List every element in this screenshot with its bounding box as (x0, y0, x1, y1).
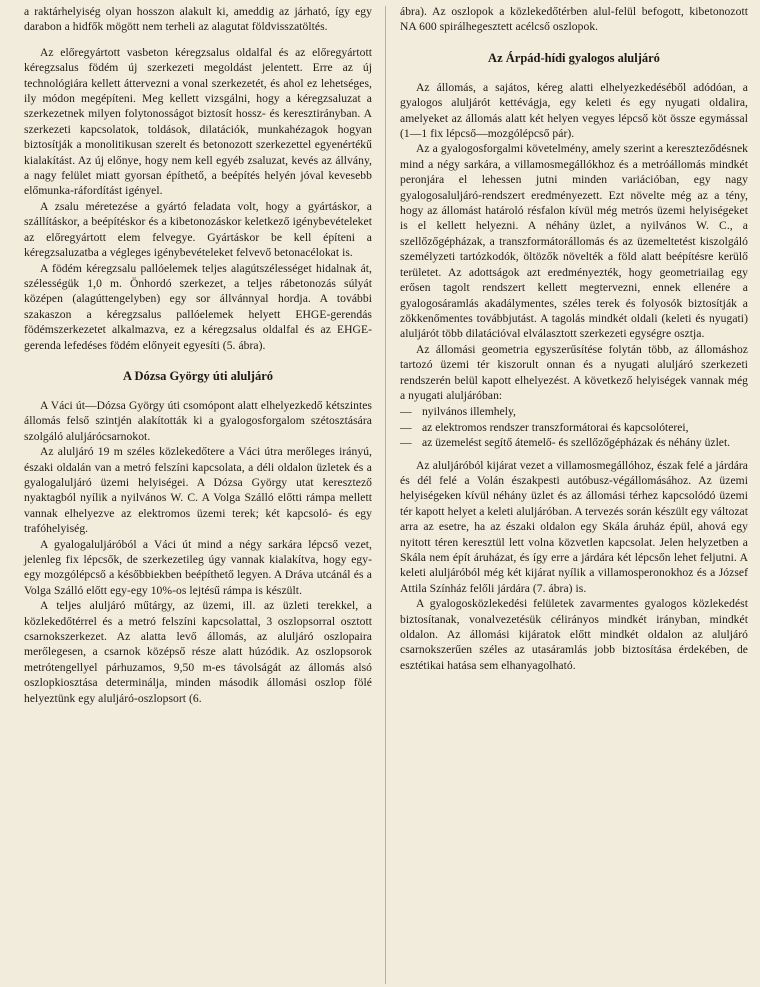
section-heading-dozsa: A Dózsa György úti aluljáró (123, 368, 273, 383)
paragraph: Az a gyalogosforgalmi követelmény, amely szerint a kereszteződésnek mind a négy sarkára, a villamosmegállókhoz és a metróállomás mindkét peronjára el lehessen jutni minden variációban, egy nagy gyalogosaluljáró-rendszert eredményezett. Ezt növelte még az a tény, hogy az állomást határoló résfalon kívül még metrós üzemi helyiségeket is el kellett helyezni. A néhány üzlet, a nyilvános W. C., a szellőzőgépházak, a transzformátorállomás és az üzemeltetést kiszolgáló személyzeti tartózkodók, öltözők növelték a föld alatt beépítésre kerülő területet. Az adottságok azt eredményezték, hogy geometriailag egy erősen tagolt rendszert kellett megtervezni, ennek ellenére a gyalogosáramlás akadálymentes, széles terek és folyosók biztosítják a zökkenőmentes továbbjutást. A tagolás mindkét oldali (keleti és nyugati) aluljárót több dilatációval elválasztott szerkezeti egységre osztja. (400, 142, 748, 341)
paragraph: A födém kéregzsalu pallóelemek teljes alagútszélességet hidalnak át, szélességük 1,0 m. Önhordó szerkezet, a teljes rábetonozás súlyát középen (alagúttengelyben) egy sor állvánnyal hordja. A további szakaszon a kéregzsalus pallóelemek helyett EHGE-gerendás födémszerkezetet alkalmazva, ez a kéregzsalus oldalfal és az EHGE-gerenda lefedéses födém előnyeit egyesíti (5. ábra). (24, 261, 372, 352)
paragraph: A zsalu méretezése a gyártó feladata volt, hogy a gyártáskor, a szállításkor, a beépítéskor és a kibetonozáskor keletkező igénybevételeket az előregyártott elem felvegye. Gyártáskor be kell építeni a kéregzsaluzatba a végleges igénybevételeket felvevő betonacélokat is. (24, 199, 372, 260)
list-item: — az üzemelést segítő átemelő- és szellőzőgépházak és néhány üzlet. (400, 436, 731, 450)
paragraph: Az aluljáró 19 m széles közlekedőtere a Váci útra merőleges irányú, északi oldalán van a metró felszíni kapcsolata, a déli oldalon üzletek és a gyalogaluljáró üzemi helyiségei. A Dózsa György utat keresztező nyaktagból nyílik a nyilvános W. C. A Volga Szálló előtti rámpa mellett vannak elhelyezve az elektromos üzemi terek; két kapcsoló- és egy trafóhelyiség. (24, 445, 372, 536)
paragraph: Az állomás, a sajátos, kéreg alatti elhelyezkedéséből adódóan, a gyalogos aluljárót kettévágja, egy keleti és egy nyugati oldalira, amelyeket az állomás alatt két helyen vegyes lépcső köt össze egymással (1—1 fix lépcső—mozgólépcső pár). (400, 80, 748, 141)
list-item: — az elektromos rendszer transzformátorai és kapcsolóterei, (400, 420, 689, 434)
column-divider (385, 6, 386, 984)
right-column (400, 4, 748, 673)
room-list (400, 404, 748, 450)
paragraph: Az előregyártott vasbeton kéregzsalus oldalfal és az előregyártott kéregzsalus födém új szerkezeti megoldást jelentett. Erre az új technológiára kellett áttervezni a vonal szerkezetét, és ahol ez lehetséges, ily módon megépíteni. Meg kellett vizsgálni, hogy a kéregzsaluzat a szerkezetnek milyen folytonosságot biztosít hossz- és keresztirányban. A szerkezeti kapcsolatok, toldások, dilatációk, munkahézagok hogyan biztosítják a monolitikusan szerelt és betonozott szerkezettel egyenértékű kialakítást. Az új előnye, hogy nem kell egyéb zsaluzat, kevés az állvány, a nagy felület miatt gyorsan építhető, a beépítés helyén jóval kevesebb előmunka-ráfordítást igényel. (24, 45, 372, 198)
paragraph: Az aluljáróból kijárat vezet a villamosmegállóhoz, észak felé a járdára és dél felé a Volán északpesti autóbusz-végállomásához. Az üzemi helyiségeken kívül néhány üzlet és az állomási térhez kapcsolódó üzemi tér kapott helyet a keleti aluljáróban. A tervezés során készült egy változat arra az esetre, ha az északi oldalon egy Skála áruház épül, ahová egy nyitott téren keresztül lett volna közvetlen kapcsolat. Jelen helyzetben a Skála nem épít áruházat, és így erre a járdára két lépcsőn lehet feljutni. A keleti aluljáróból még két kijárat nyílik a villamosperonokhoz és a József Attila Színház felőli járdára (7. ábra) is. (400, 458, 748, 595)
paragraph: A Váci út—Dózsa György úti csomópont alatt elhelyezkedő kétszintes állomás felső szintjén alakították ki a gyalogosforgalom szétosztására szolgáló aluljárócsarnokot. (24, 398, 372, 443)
paragraph: Az állomási geometria egyszerűsítése folytán több, az állomáshoz tartozó üzemi tér kiszorult onnan és a nyugati aluljáró szerkezeti rendszerén belül kapott elhelyezést. A következő helyiségek vannak még a nyugati aluljáróban: (400, 342, 748, 402)
paragraph: A teljes aluljáró műtárgy, az üzemi, ill. az üzleti terekkel, a közlekedőtérrel és a metró felszíni kapcsolattal, 3 oszlopsorral osztott csarnokszerkezet. Az alatta levő állomás, az aluljáró oszlopaira merőlegesen, a csarnok középső része alatt húzódik. Az oszlopsorok metrótengellyel párhuzamos, 9,50 m-es távolságát az állomás alsó oszlopkiosztása determinálja, minden második állomási oszlop fölé helyeztünk egy aluljáró-oszlopsort (6. (24, 599, 372, 705)
paragraph: A gyalogaluljáróból a Váci út mind a négy sarkára lépcső vezet, jelenleg fix lépcsők, de szerkezetileg úgy vannak kialakítva, hogy egy-egy mozgólépcső a későbbiekben beépíthető legyen. A Dráva utcánál és a Volga Szálló előtt egy-egy 10%-os lejtésű rámpa is készült. (24, 537, 372, 597)
list-item: — nyilvános illemhely, (400, 405, 516, 419)
left-column (24, 4, 372, 706)
paragraph: ábra). Az oszlopok a közlekedőtérben alul-felül befogott, kibetonozott NA 600 spirálhegesztett acélcső oszlopok. (400, 5, 748, 34)
section-heading-arpad: Az Árpád-hídi gyalogos aluljáró (488, 50, 660, 65)
paragraph: A gyalogosközlekedési felületek zavarmentes gyalogos közlekedést biztosítanak, vonalvezetésük célirányos mindkét irányban, mindkét oldalon. Az állomási kijáratok előtt mindkét oldalon az aluljáró csarnokszerűen széles az utasáramlás jobb biztosítása érdekében, de esztétikai hatása sem elhanyagolható. (400, 597, 748, 672)
paragraph: a raktárhelyiség olyan hosszon alakult ki, ameddig az járható, így egy darabon a hidfők mögött nem terheli az alagutat földvisszatöltés. (24, 5, 372, 34)
